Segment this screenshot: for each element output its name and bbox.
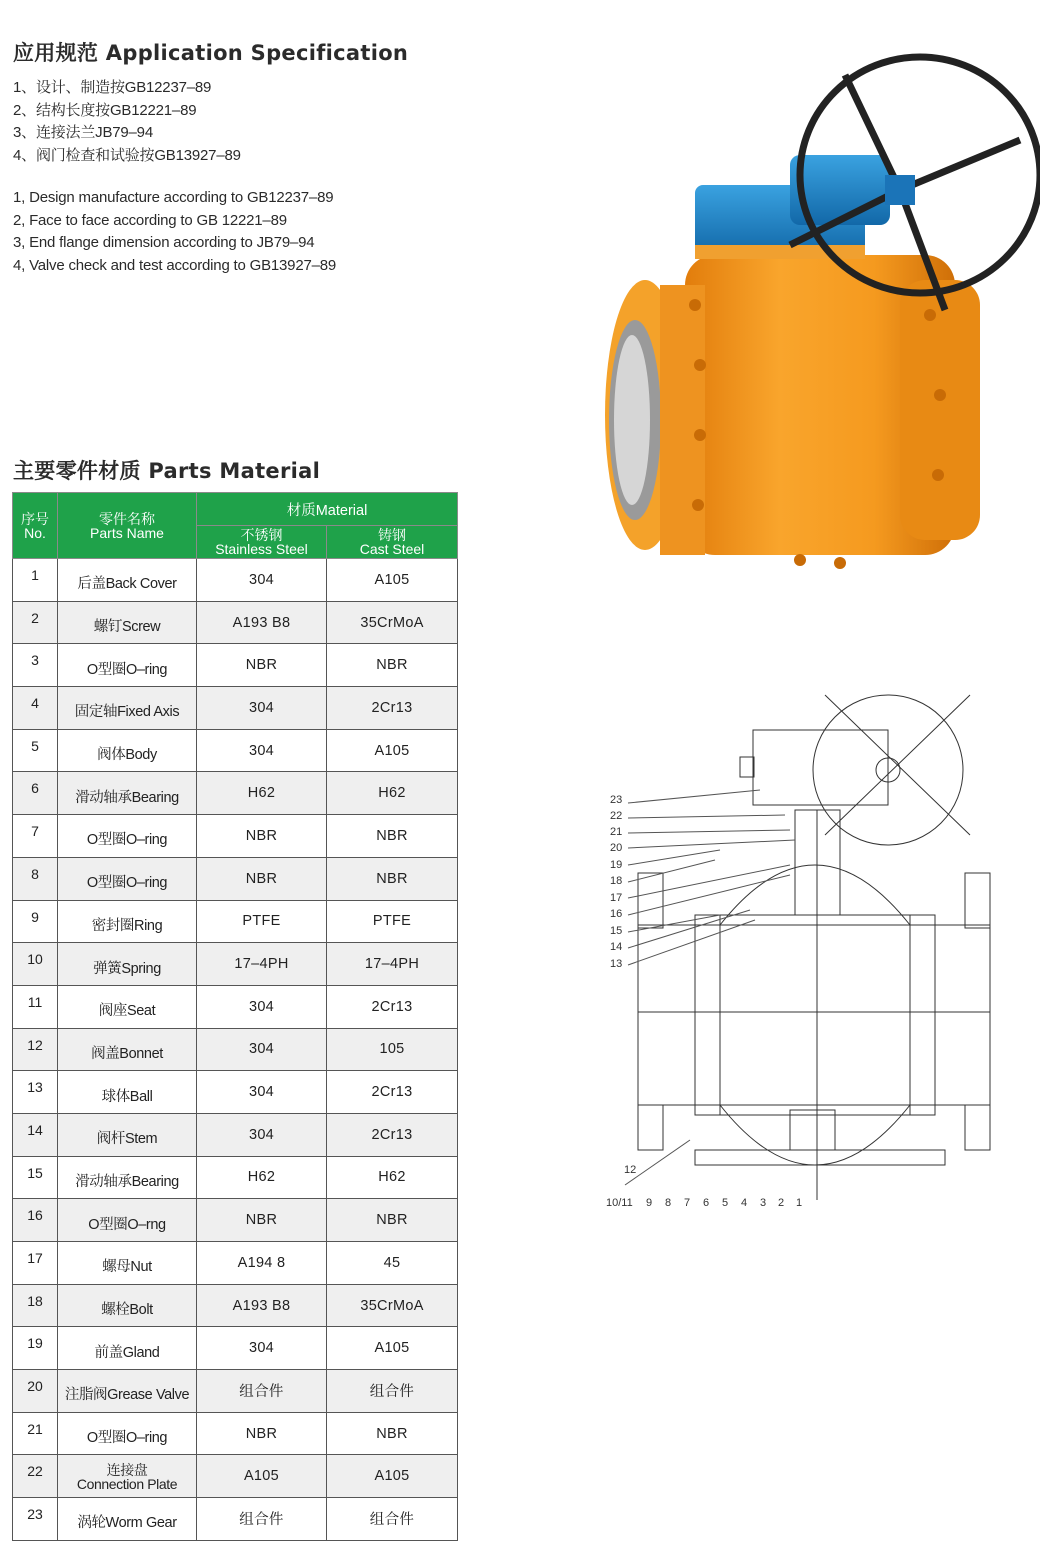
spec-title: 应用规范 Application Specification bbox=[13, 41, 409, 65]
spec-list-cn bbox=[13, 77, 241, 168]
row-name: 螺钉Screw bbox=[58, 601, 197, 644]
parts-material-table bbox=[12, 492, 458, 1541]
row-name: O型圈O–ring bbox=[58, 815, 197, 858]
header-no-cn: 序号 bbox=[21, 510, 49, 527]
row-no: 13 bbox=[13, 1071, 58, 1114]
drawing-label: 21 bbox=[610, 826, 623, 838]
row-stainless: NBR bbox=[197, 815, 327, 858]
row-stainless: H62 bbox=[197, 1156, 327, 1199]
parts-table-body bbox=[13, 559, 458, 1541]
row-no: 5 bbox=[13, 729, 58, 772]
spec-item-cn: 4、阀门检查和试验按GB13927–89 bbox=[13, 147, 241, 165]
row-name: 阀体Body bbox=[58, 729, 197, 772]
row-no: 7 bbox=[13, 815, 58, 858]
drawing-label: 12 bbox=[624, 1164, 637, 1176]
row-cast: 45 bbox=[327, 1242, 458, 1285]
table-row bbox=[13, 985, 458, 1028]
row-no: 23 bbox=[13, 1498, 58, 1541]
spec-item-cn: 1、设计、制造按GB12237–89 bbox=[13, 79, 212, 96]
row-stainless: A194 8 bbox=[197, 1242, 327, 1285]
row-name: 滑动轴承Bearing bbox=[58, 1156, 197, 1199]
row-cast: A105 bbox=[327, 1455, 458, 1498]
row-name: 滑动轴承Bearing bbox=[58, 772, 197, 815]
table-row bbox=[13, 1327, 458, 1370]
table-row bbox=[13, 900, 458, 943]
row-cast: NBR bbox=[327, 1412, 458, 1455]
row-cast: NBR bbox=[327, 1199, 458, 1242]
table-row bbox=[13, 857, 458, 900]
row-stainless: 304 bbox=[197, 559, 327, 602]
drawing-label: 2 bbox=[778, 1197, 785, 1209]
row-cast: A105 bbox=[327, 1327, 458, 1370]
row-no: 16 bbox=[13, 1199, 58, 1242]
row-cast: H62 bbox=[327, 1156, 458, 1199]
table-row bbox=[13, 815, 458, 858]
header-no-en: No. bbox=[24, 524, 46, 541]
row-no: 10 bbox=[13, 943, 58, 986]
row-stainless: 304 bbox=[197, 985, 327, 1028]
header-cast bbox=[327, 526, 458, 559]
row-name: 阀盖Bonnet bbox=[58, 1028, 197, 1071]
drawing-label: 22 bbox=[610, 810, 623, 822]
row-stainless: 17–4PH bbox=[197, 943, 327, 986]
table-row bbox=[13, 1498, 458, 1541]
row-no: 20 bbox=[13, 1370, 58, 1413]
row-stainless: NBR bbox=[197, 644, 327, 687]
header-material: 材质Material bbox=[197, 493, 458, 526]
parts-title: 主要零件材质 Parts Material bbox=[13, 459, 321, 483]
spec-item-en: 4, Valve check and test according to GB13927–89 bbox=[13, 257, 337, 275]
row-name: 阀座Seat bbox=[58, 985, 197, 1028]
spec-item-en: 1, Design manufacture according to GB12237–89 bbox=[13, 189, 334, 206]
table-row bbox=[13, 1113, 458, 1156]
drawing-label: 5 bbox=[722, 1197, 729, 1209]
row-name: O型圈O–ring bbox=[58, 644, 197, 687]
row-name-en: Connection Plate bbox=[76, 1476, 178, 1493]
spec-item-cn: 3、连接法兰JB79–94 bbox=[13, 124, 153, 142]
row-cast: NBR bbox=[327, 857, 458, 900]
row-cast: 35CrMoA bbox=[327, 1284, 458, 1327]
row-stainless: NBR bbox=[197, 1412, 327, 1455]
drawing-label: 15 bbox=[610, 925, 623, 937]
row-cast: A105 bbox=[327, 729, 458, 772]
row-cast: 2Cr13 bbox=[327, 985, 458, 1028]
table-row bbox=[13, 1199, 458, 1242]
row-name: O型圈O–ring bbox=[58, 857, 197, 900]
header-cast-en: Cast Steel bbox=[359, 541, 425, 557]
row-name: 固定轴Fixed Axis bbox=[58, 687, 197, 730]
table-row bbox=[13, 1370, 458, 1413]
row-stainless: NBR bbox=[197, 1199, 327, 1242]
table-row bbox=[13, 1412, 458, 1455]
row-no: 17 bbox=[13, 1242, 58, 1285]
row-cast: 2Cr13 bbox=[327, 1113, 458, 1156]
row-name bbox=[58, 1455, 197, 1498]
row-cast: 2Cr13 bbox=[327, 1071, 458, 1114]
row-stainless: A193 B8 bbox=[197, 601, 327, 644]
spec-item-cn: 2、结构长度按GB12221–89 bbox=[13, 101, 197, 119]
row-cast: 组合件 bbox=[327, 1498, 458, 1541]
row-stainless: 组合件 bbox=[197, 1498, 327, 1541]
row-cast: A105 bbox=[327, 559, 458, 602]
spec-item-en: 3, End flange dimension according to JB79–94 bbox=[13, 234, 315, 252]
drawing-label: 9 bbox=[646, 1197, 653, 1209]
drawing-label: 19 bbox=[610, 859, 623, 871]
row-no: 4 bbox=[13, 687, 58, 730]
row-name: O型圈O–rng bbox=[58, 1199, 197, 1242]
header-cast-cn: 铸钢 bbox=[378, 527, 406, 543]
table-row bbox=[13, 1284, 458, 1327]
row-no: 3 bbox=[13, 644, 58, 687]
row-no: 8 bbox=[13, 857, 58, 900]
table-row bbox=[13, 729, 458, 772]
row-no: 11 bbox=[13, 985, 58, 1028]
header-stainless-cn: 不锈钢 bbox=[240, 527, 283, 543]
table-row bbox=[13, 1242, 458, 1285]
row-stainless: PTFE bbox=[197, 900, 327, 943]
drawing-label: 20 bbox=[610, 842, 623, 854]
row-no: 15 bbox=[13, 1156, 58, 1199]
drawing-label: 1 bbox=[796, 1197, 803, 1209]
table-row bbox=[13, 772, 458, 815]
spec-item-en: 2, Face to face according to GB 12221–89 bbox=[13, 211, 287, 229]
row-cast: 35CrMoA bbox=[327, 601, 458, 644]
drawing-label: 10/11 bbox=[606, 1197, 633, 1209]
table-row bbox=[13, 559, 458, 602]
drawing-label: 18 bbox=[610, 875, 623, 887]
row-no: 18 bbox=[13, 1284, 58, 1327]
row-no: 14 bbox=[13, 1113, 58, 1156]
row-name: 弹簧Spring bbox=[58, 943, 197, 986]
table-row bbox=[13, 1156, 458, 1199]
row-name: 涡轮Worm Gear bbox=[58, 1498, 197, 1541]
spec-list-en bbox=[13, 187, 336, 278]
row-cast: 组合件 bbox=[327, 1370, 458, 1413]
drawing-label: 8 bbox=[665, 1197, 672, 1209]
row-cast: NBR bbox=[327, 644, 458, 687]
header-name-cn: 零件名称 bbox=[99, 510, 155, 527]
row-name: 注脂阀Grease Valve bbox=[58, 1370, 197, 1413]
table-row bbox=[13, 1071, 458, 1114]
header-stainless-en: Stainless Steel bbox=[215, 541, 308, 557]
table-row bbox=[13, 1028, 458, 1071]
row-stainless: 304 bbox=[197, 729, 327, 772]
drawing-label: 7 bbox=[684, 1197, 691, 1209]
row-cast: 17–4PH bbox=[327, 943, 458, 986]
row-stainless: 304 bbox=[197, 1028, 327, 1071]
row-no: 6 bbox=[13, 772, 58, 815]
table-row bbox=[13, 1455, 458, 1498]
header-name bbox=[58, 493, 197, 559]
row-name: O型圈O–ring bbox=[58, 1412, 197, 1455]
valve-photo bbox=[600, 35, 1040, 580]
row-stainless: 304 bbox=[197, 1327, 327, 1370]
row-cast: H62 bbox=[327, 772, 458, 815]
drawing-label: 4 bbox=[741, 1197, 748, 1209]
row-stainless: NBR bbox=[197, 857, 327, 900]
row-name: 螺母Nut bbox=[58, 1242, 197, 1285]
table-row bbox=[13, 943, 458, 986]
row-no: 19 bbox=[13, 1327, 58, 1370]
row-name: 球体Ball bbox=[58, 1071, 197, 1114]
row-stainless: A193 B8 bbox=[197, 1284, 327, 1327]
drawing-label: 23 bbox=[610, 794, 623, 806]
row-stainless: H62 bbox=[197, 772, 327, 815]
row-stainless: 304 bbox=[197, 1071, 327, 1114]
table-row bbox=[13, 644, 458, 687]
row-no: 21 bbox=[13, 1412, 58, 1455]
header-stainless bbox=[197, 526, 327, 559]
header-name-en: Parts Name bbox=[90, 524, 164, 541]
row-stainless: A105 bbox=[197, 1455, 327, 1498]
drawing-label: 17 bbox=[610, 892, 623, 904]
row-cast: PTFE bbox=[327, 900, 458, 943]
row-no: 2 bbox=[13, 601, 58, 644]
row-stainless: 304 bbox=[197, 687, 327, 730]
row-name: 螺栓Bolt bbox=[58, 1284, 197, 1327]
drawing-label: 6 bbox=[703, 1197, 710, 1209]
row-no: 12 bbox=[13, 1028, 58, 1071]
table-row bbox=[13, 687, 458, 730]
row-name: 前盖Gland bbox=[58, 1327, 197, 1370]
row-cast: NBR bbox=[327, 815, 458, 858]
row-name: 后盖Back Cover bbox=[58, 559, 197, 602]
drawing-label: 16 bbox=[610, 908, 623, 920]
row-cast: 2Cr13 bbox=[327, 687, 458, 730]
row-stainless: 304 bbox=[197, 1113, 327, 1156]
row-name: 阀杆Stem bbox=[58, 1113, 197, 1156]
row-name-cn: 连接盘 bbox=[106, 1462, 148, 1479]
row-no: 22 bbox=[13, 1455, 58, 1498]
drawing-label: 13 bbox=[610, 958, 623, 970]
row-no: 1 bbox=[13, 559, 58, 602]
table-row bbox=[13, 601, 458, 644]
row-no: 9 bbox=[13, 900, 58, 943]
header-no bbox=[13, 493, 58, 559]
valve-section-drawing bbox=[600, 685, 1000, 1215]
row-cast: 105 bbox=[327, 1028, 458, 1071]
row-stainless: 组合件 bbox=[197, 1370, 327, 1413]
drawing-label: 14 bbox=[610, 941, 623, 953]
drawing-label: 3 bbox=[760, 1197, 767, 1209]
row-name: 密封圈Ring bbox=[58, 900, 197, 943]
